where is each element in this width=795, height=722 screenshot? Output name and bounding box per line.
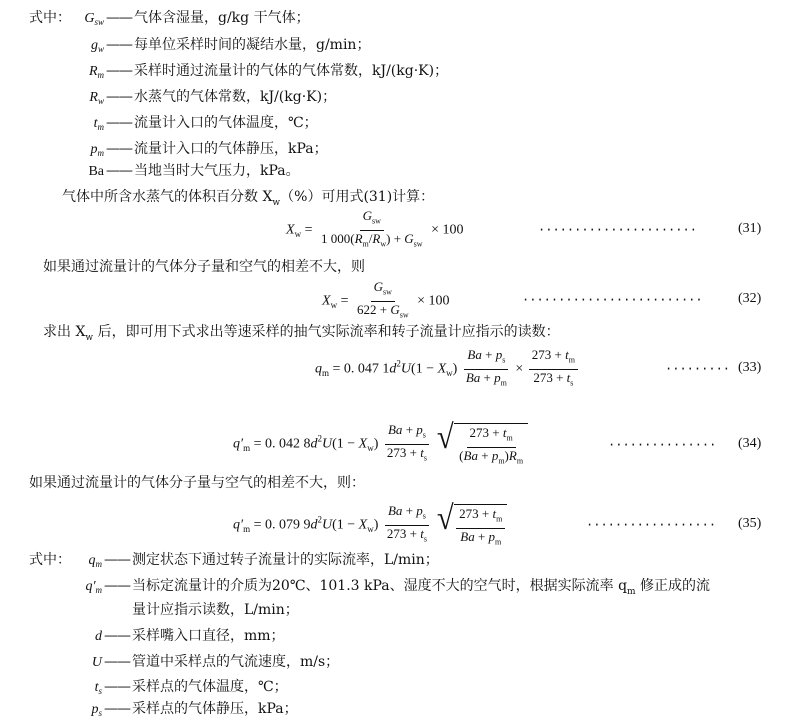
leader-dots: ······················ [538,223,697,237]
def-row: $G_{sw}$ —— 气体含湿量，g/kg 干气体； [84,10,310,27]
leader-dots: ························· [522,293,703,307]
def-row: $q'_m$ —— 当标定流量计的介质为20℃、101.3 kPa、湿度不大的空气时，根据实际流率 $q_m$ 修正成的流 [85,578,711,597]
equation-number: (33) [738,360,762,375]
paragraph: 如果通过流量计的气体分子量与空气的相差不大，则： [29,475,365,491]
equation-number: (32) [738,291,762,306]
def-row: Ba —— 当地当时大气压力，kPa。 [88,163,300,179]
equation-number: (35) [738,516,762,531]
def-row: $R_w$ —— 水蒸气的气体常数，kJ/(kg·K)； [89,89,337,106]
def-row: $g_w$ —— 每单位采样时间的凝结水量，g/min； [90,37,371,54]
equation-31: $X_w$ = $\frac{G_{sw}}{1 000(R_m/R_w) + G_{sw}}$ × 100 [286,208,464,249]
def-row: d —— 采样嘴入口直径，mm； [95,628,285,644]
equation-35: $q'_m = 0$. 079 $9d^2U(1 - X_w)$ $\frac{Ba + p_s}{273 + t_s}$ √ $\frac{273 + t_m}{Ba + p_m}$ [233,500,507,550]
def-row: $t_m$ —— 流量计入口的气体温度，℃； [93,115,318,132]
def-row: $t_s$ —— 采样点的气体温度，℃； [94,679,288,696]
def-row: $q_m$ —— 测定状态下通过转子流量计的实际流率，L/min； [88,552,439,569]
equation-number: (31) [738,221,762,236]
equation-32: $X_w$ = $\frac{G_{sw}}{622 + G_{sw}}$ × 100 [322,279,450,320]
def-row-continuation: 量计应指示读数，L/min； [132,602,299,618]
paragraph: 如果通过流量计的气体分子量和空气的相差不大，则 [43,259,365,275]
def-row: $p_s$ —— 采样点的气体静压，kPa； [91,701,298,718]
equation-33: $q_m = 0$. 047 $1d^2U(1 - X_w)$ $\frac{Ba + p_s}{Ba + p_m}$ × $\frac{273 + t_m}{273 + t_s}$ [315,347,580,391]
def-row: U —— 管道中采样点的气流速度，m/s； [91,654,340,670]
leader-dots: ··············· [608,438,717,452]
leader-dots: ·················· [586,518,717,532]
paragraph: 气体中所含水蒸气的体积百分数 $X_w(\%)$可用式(31)计算： [62,189,435,208]
def-intro-1: 式中： [29,10,71,26]
def-row: $R_m$ —— 采样时通过流量计的气体的气体常数，kJ/(kg·K)； [88,63,449,80]
equation-number: (34) [738,436,762,451]
def-row: $p_m$ —— 流量计入口的气体静压，kPa； [90,141,328,158]
paragraph: 求出 $X_w$ 后，即可用下式求出等速采样的抽气实际流率和转子流量计应指示的读数： [43,324,560,343]
equation-34: $q'_m = 0$. 042 $8d^2U(1 - X_w)$ $\frac{Ba + p_s}{273 + t_s}$ √ $\frac{273 + t_m}{(Ba + p_m)R_m}$ [233,419,528,469]
leader-dots: ········· [665,362,731,376]
def-intro-2: 式中： [29,552,71,568]
